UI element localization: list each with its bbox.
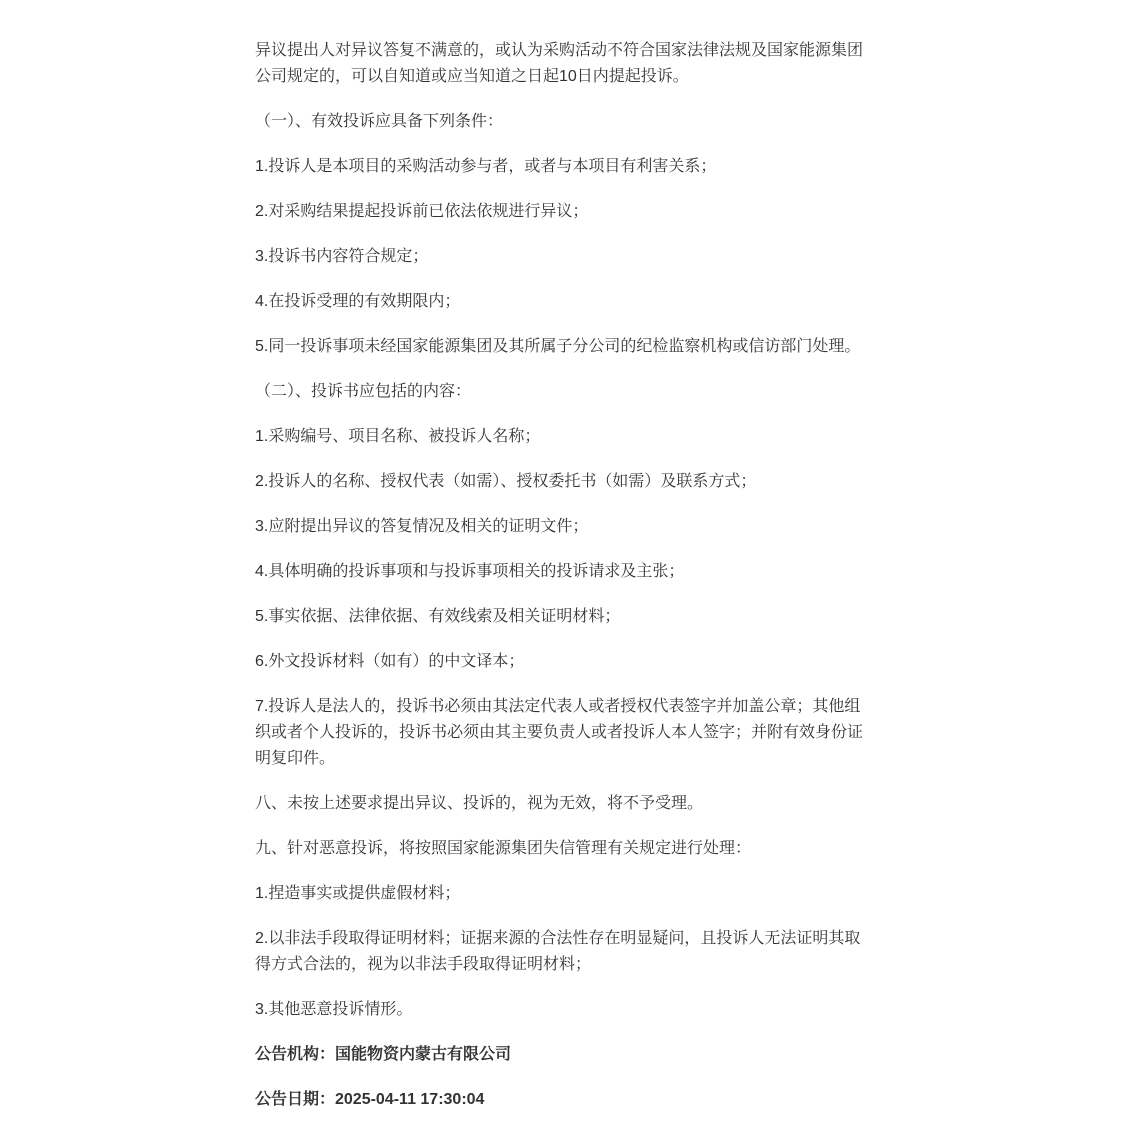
paragraph: 6.外文投诉材料（如有）的中文译本；	[255, 653, 525, 670]
paragraph: 2.以非法手段取得证明材料；证据来源的合法性存在明显疑问，且投诉人无法证明其取得方式合法的，视为以非法手段取得证明材料；	[255, 930, 861, 973]
paragraph: 1.采购编号、项目名称、被投诉人名称；	[255, 428, 541, 445]
paragraph: 2.对采购结果提起投诉前已依法依规进行异议；	[255, 203, 589, 220]
paragraph: 3.应附提出异议的答复情况及相关的证明文件；	[255, 518, 589, 535]
announcement-date: 公告日期：2025-04-11 17:30:04	[255, 1091, 485, 1108]
paragraph: 4.在投诉受理的有效期限内；	[255, 293, 461, 310]
paragraph: 1.投诉人是本项目的采购活动参与者，或者与本项目有利害关系；	[255, 158, 717, 175]
paragraph: 异议提出人对异议答复不满意的，或认为采购活动不符合国家法律法规及国家能源集团公司规定的，可以自知道或应当知道之日起10日内提起投诉。	[255, 42, 864, 85]
paragraph: 1.捏造事实或提供虚假材料；	[255, 885, 461, 902]
paragraph: 3.其他恶意投诉情形。	[255, 1001, 413, 1018]
paragraph: 2.投诉人的名称、授权代表（如需）、授权委托书（如需）及联系方式；	[255, 473, 757, 490]
announcement-document	[255, 0, 875, 1113]
paragraph: 九、针对恶意投诉，将按照国家能源集团失信管理有关规定进行处理：	[255, 840, 752, 857]
paragraph: 4.具体明确的投诉事项和与投诉事项相关的投诉请求及主张；	[255, 563, 685, 580]
paragraph: 5.同一投诉事项未经国家能源集团及其所属子分公司的纪检监察机构或信访部门处理。	[255, 338, 861, 355]
paragraph: 7.投诉人是法人的，投诉书必须由其法定代表人或者授权代表签字并加盖公章；其他组织或者个人投诉的，投诉书必须由其主要负责人或者投诉人本人签字；并附有效身份证明复印件。	[255, 698, 864, 767]
paragraph: （二）、投诉书应包括的内容：	[255, 383, 472, 400]
paragraph: 5.事实依据、法律依据、有效线索及相关证明材料；	[255, 608, 621, 625]
paragraph: 3.投诉书内容符合规定；	[255, 248, 429, 265]
paragraph: （一）、有效投诉应具备下列条件：	[255, 113, 504, 130]
paragraph: 八、未按上述要求提出异议、投诉的，视为无效，将不予受理。	[255, 795, 704, 812]
announcement-agency: 公告机构：国能物资内蒙古有限公司	[255, 1046, 512, 1063]
